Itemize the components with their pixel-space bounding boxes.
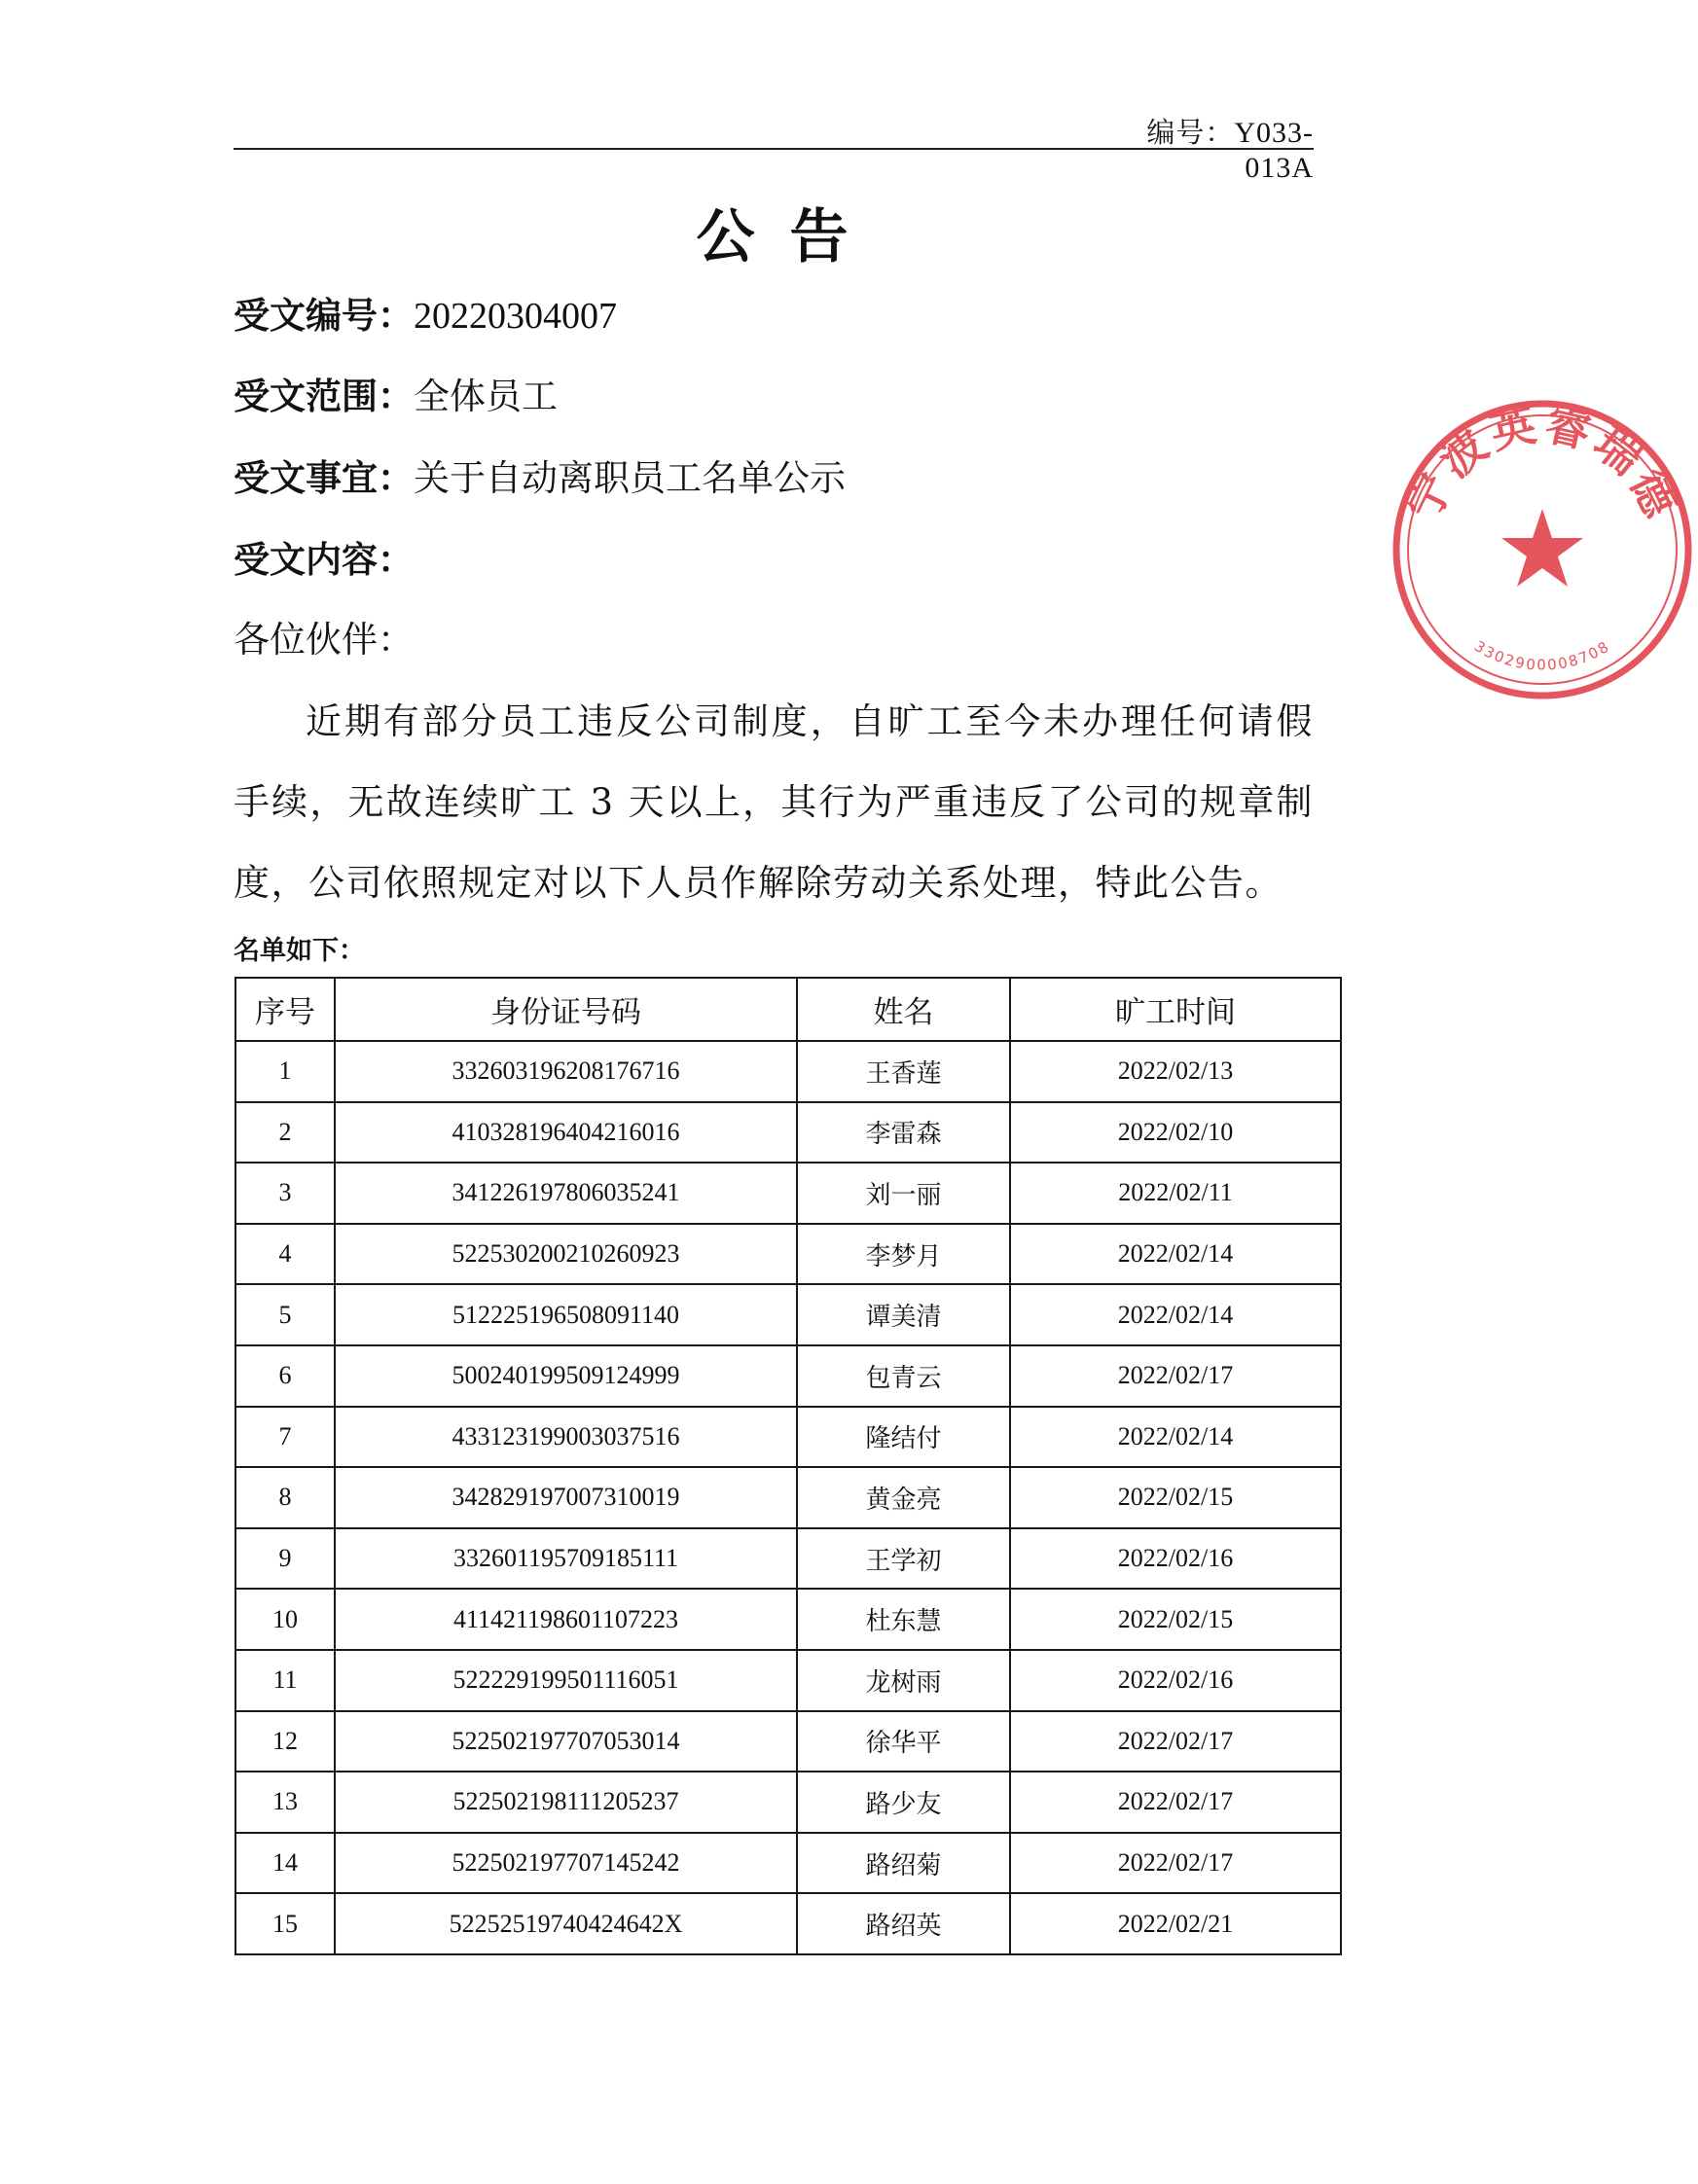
table-row	[235, 1833, 1341, 1894]
table-row	[235, 1711, 1341, 1772]
table-row	[235, 1102, 1341, 1164]
cell-name: 李雷森	[797, 1102, 1010, 1164]
field-value: 20220304007	[414, 296, 617, 337]
cell-name: 路少友	[797, 1772, 1010, 1833]
cell-serial: 15	[235, 1893, 335, 1954]
cell-serial: 5	[235, 1284, 335, 1345]
cell-serial: 9	[235, 1528, 335, 1590]
field-label: 受文事宜：	[234, 456, 414, 499]
table-row	[235, 1284, 1341, 1345]
table-row	[235, 1407, 1341, 1468]
cell-serial: 1	[235, 1041, 335, 1102]
header-serial: 序号	[235, 978, 335, 1041]
table-row	[235, 1650, 1341, 1711]
cell-serial: 13	[235, 1772, 335, 1833]
cell-absence-date: 2022/02/21	[1010, 1893, 1341, 1954]
header-id-number: 身份证号码	[335, 978, 797, 1041]
document-code-value: Y033-013A	[1234, 117, 1314, 184]
cell-name: 路绍英	[797, 1893, 1010, 1954]
table-row	[235, 1345, 1341, 1407]
cell-serial: 11	[235, 1650, 335, 1711]
cell-absence-date: 2022/02/10	[1010, 1102, 1341, 1164]
table-header-row	[235, 978, 1341, 1041]
header-divider	[234, 148, 1314, 150]
cell-id-number: 410328196404216016	[335, 1102, 797, 1164]
cell-absence-date: 2022/02/16	[1010, 1528, 1341, 1590]
cell-absence-date: 2022/02/14	[1010, 1224, 1341, 1285]
cell-id-number: 341226197806035241	[335, 1163, 797, 1224]
cell-name: 隆结付	[797, 1407, 1010, 1468]
field-scope	[234, 367, 558, 419]
seal-star-icon	[1501, 509, 1583, 587]
table-row	[235, 1041, 1341, 1102]
cell-serial: 14	[235, 1833, 335, 1894]
table-row	[235, 1772, 1341, 1833]
cell-name: 谭美清	[797, 1284, 1010, 1345]
cell-absence-date: 2022/02/17	[1010, 1772, 1341, 1833]
table-row	[235, 1467, 1341, 1528]
cell-id-number: 522502197707053014	[335, 1711, 797, 1772]
cell-id-number: 522530200210260923	[335, 1224, 797, 1285]
cell-id-number: 522502198111205237	[335, 1772, 797, 1833]
seal-text: 宁波英睿瑞德	[1395, 397, 1689, 529]
cell-id-number: 332601195709185111	[335, 1528, 797, 1590]
cell-id-number: 433123199003037516	[335, 1407, 797, 1468]
table-row	[235, 1893, 1341, 1954]
cell-id-number: 522229199501116051	[335, 1650, 797, 1711]
cell-name: 刘一丽	[797, 1163, 1010, 1224]
cell-absence-date: 2022/02/17	[1010, 1345, 1341, 1407]
table-row	[235, 1224, 1341, 1285]
greeting: 各位伙伴：	[234, 619, 414, 661]
cell-absence-date: 2022/02/14	[1010, 1284, 1341, 1345]
cell-id-number: 522502197707145242	[335, 1833, 797, 1894]
seal-number: 3302900008708	[1471, 637, 1613, 674]
cell-absence-date: 2022/02/11	[1010, 1163, 1341, 1224]
cell-id-number: 52252519740424642X	[335, 1893, 797, 1954]
field-label: 受文内容：	[234, 538, 414, 581]
cell-id-number: 332603196208176716	[335, 1041, 797, 1102]
field-subject	[234, 448, 846, 501]
cell-id-number: 411421198601107223	[335, 1589, 797, 1650]
table-row	[235, 1528, 1341, 1590]
cell-name: 包青云	[797, 1345, 1010, 1407]
cell-name: 龙树雨	[797, 1650, 1010, 1711]
field-label: 受文编号：	[234, 294, 414, 337]
notice-title: 公告	[696, 203, 884, 271]
cell-absence-date: 2022/02/17	[1010, 1711, 1341, 1772]
cell-serial: 8	[235, 1467, 335, 1528]
cell-name: 李梦月	[797, 1224, 1010, 1285]
cell-name: 王香莲	[797, 1041, 1010, 1102]
field-value: 关于自动离职员工名单公示	[414, 457, 846, 499]
cell-serial: 10	[235, 1589, 335, 1650]
cell-id-number: 342829197007310019	[335, 1467, 797, 1528]
notice-body: 近期有部分员工违反公司制度，自旷工至今未办理任何请假手续，无故连续旷工 3 天以上，其行为严重违反了公司的规章制度，公司依照规定对以下人员作解除劳动关系处理，特此公告。	[234, 700, 1314, 904]
cell-id-number: 512225196508091140	[335, 1284, 797, 1345]
cell-serial: 7	[235, 1407, 335, 1468]
field-content	[234, 530, 414, 583]
cell-name: 路绍菊	[797, 1833, 1010, 1894]
cell-absence-date: 2022/02/15	[1010, 1589, 1341, 1650]
document-code-label: 编号：	[1146, 116, 1235, 149]
cell-name: 杜东慧	[797, 1589, 1010, 1650]
field-document-number	[234, 286, 617, 339]
cell-serial: 4	[235, 1224, 335, 1285]
table-row	[235, 1163, 1341, 1224]
cell-absence-date: 2022/02/15	[1010, 1467, 1341, 1528]
cell-name: 王学初	[797, 1528, 1010, 1590]
cell-name: 徐华平	[797, 1711, 1010, 1772]
list-label: 名单如下：	[234, 936, 365, 966]
field-label: 受文范围：	[234, 375, 414, 417]
table-row	[235, 1589, 1341, 1650]
cell-serial: 6	[235, 1345, 335, 1407]
field-value: 全体员工	[414, 376, 558, 417]
cell-absence-date: 2022/02/17	[1010, 1833, 1341, 1894]
cell-absence-date: 2022/02/14	[1010, 1407, 1341, 1468]
table-body	[235, 1041, 1341, 1954]
cell-name: 黄金亮	[797, 1467, 1010, 1528]
cell-serial: 2	[235, 1102, 335, 1164]
header-absence-date: 旷工时间	[1010, 978, 1341, 1041]
cell-absence-date: 2022/02/13	[1010, 1041, 1341, 1102]
cell-id-number: 500240199509124999	[335, 1345, 797, 1407]
cell-absence-date: 2022/02/16	[1010, 1650, 1341, 1711]
employee-table	[235, 977, 1342, 1955]
cell-serial: 12	[235, 1711, 335, 1772]
cell-serial: 3	[235, 1163, 335, 1224]
company-seal	[1387, 394, 1698, 705]
header-name: 姓名	[797, 978, 1010, 1041]
